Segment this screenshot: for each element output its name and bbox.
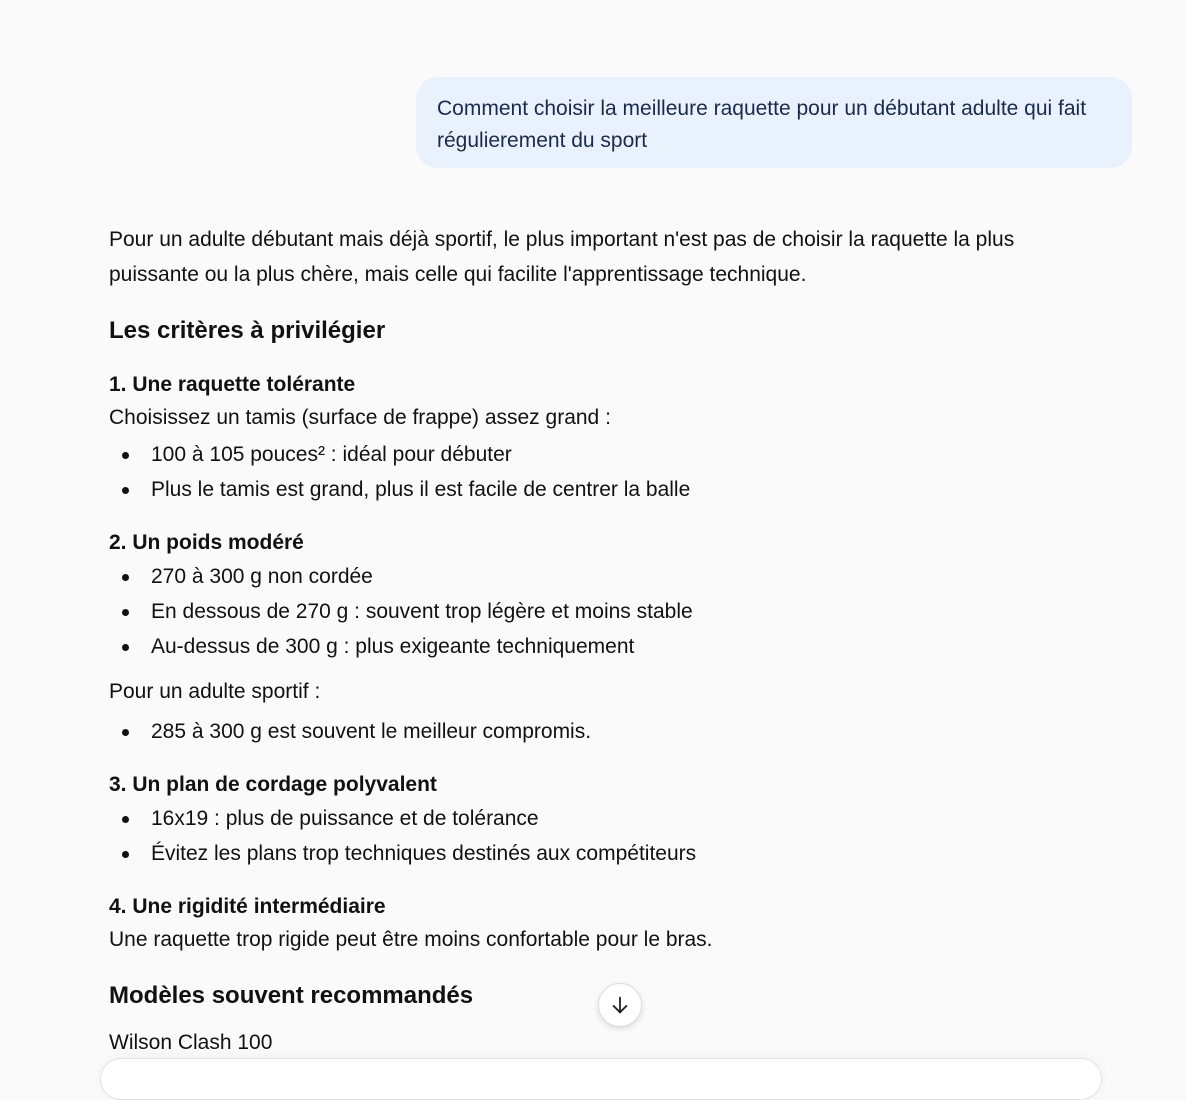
user-message-bubble <box>416 77 1132 168</box>
criterion-1-title: 1. Une raquette tolérante <box>109 373 356 396</box>
arrow-down-icon <box>609 994 631 1016</box>
list-item: Évitez les plans trop techniques destinés aux compétiteurs <box>109 836 1109 871</box>
list-item: 270 à 300 g non cordée <box>109 559 1109 594</box>
list-item: 100 à 105 pouces² : idéal pour débuter <box>109 437 1109 472</box>
criterion-2-list <box>109 559 1109 664</box>
criterion-2-title: 2. Un poids modéré <box>109 531 304 554</box>
section-title-criteria: Les critères à privilégier <box>109 317 386 344</box>
list-item: 16x19 : plus de puissance et de tolérance <box>109 801 1109 836</box>
criterion-4-title: 4. Une rigidité intermédiaire <box>109 895 386 918</box>
model-1: Wilson Clash 100 <box>109 1031 273 1054</box>
criterion-2-list-2 <box>109 714 1109 749</box>
section-title-models: Modèles souvent recommandés <box>109 982 474 1009</box>
criterion-4-text: Une raquette trop rigide peut être moins confortable pour le bras. <box>109 928 713 951</box>
scroll-to-bottom-button[interactable] <box>598 983 642 1027</box>
list-item: En dessous de 270 g : souvent trop légère et moins stable <box>109 594 1109 629</box>
criterion-2-text: Pour un adulte sportif : <box>109 680 321 703</box>
user-message-text: Comment choisir la meilleure raquette pour un débutant adulte qui fait régulierement du sport <box>437 97 1087 152</box>
assistant-answer <box>109 222 1109 1060</box>
criterion-1-list <box>109 437 1109 507</box>
criterion-3-list <box>109 801 1109 871</box>
list-item: Plus le tamis est grand, plus il est facile de centrer la balle <box>109 472 1109 507</box>
answer-intro: Pour un adulte débutant mais déjà sportif, le plus important n'est pas de choisir la raquette la plus puissante ou la plus chère, mais celle qui facilite l'apprentissage technique. <box>109 228 1015 286</box>
list-item: Au-dessus de 300 g : plus exigeante techniquement <box>109 629 1109 664</box>
criterion-1-text: Choisissez un tamis (surface de frappe) assez grand : <box>109 406 611 429</box>
criterion-3-title: 3. Un plan de cordage polyvalent <box>109 773 437 796</box>
message-composer[interactable] <box>100 1058 1102 1100</box>
list-item: 285 à 300 g est souvent le meilleur compromis. <box>109 714 1109 749</box>
